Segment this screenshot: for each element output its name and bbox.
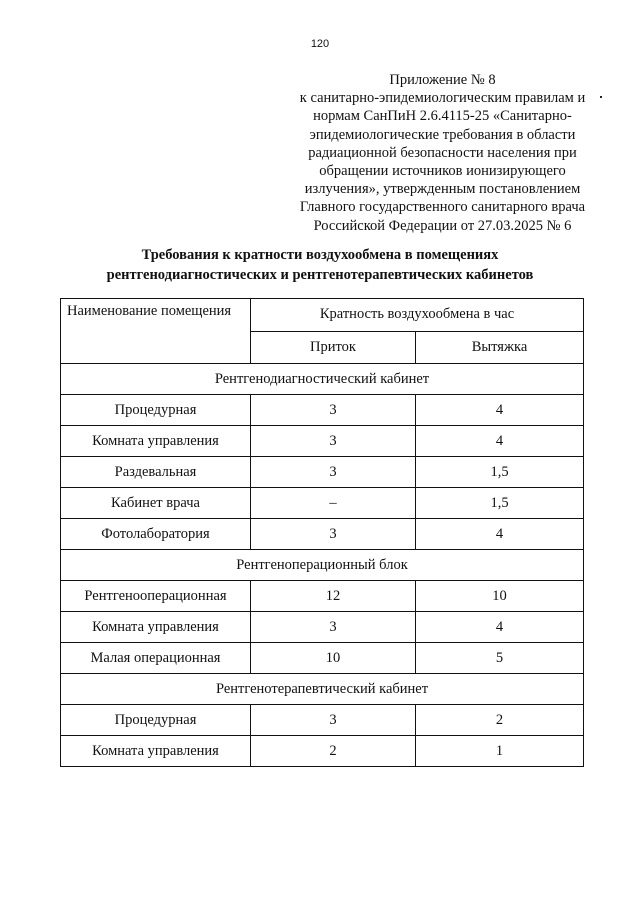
table-row	[61, 736, 584, 767]
ventilation-table	[60, 298, 584, 767]
appendix-line: нормам СанПиН 2.6.4115-25 «Санитарно-	[313, 108, 572, 125]
exhaust-cell: 1	[416, 736, 584, 767]
supply-cell: 10	[251, 643, 416, 674]
supply-cell: 3	[251, 426, 416, 457]
room-name-cell: Рентгенооперационная	[61, 581, 251, 612]
table-row	[61, 519, 584, 550]
table-row	[61, 488, 584, 519]
room-name-cell: Комната управления	[61, 612, 251, 643]
appendix-line: радиационной безопасности населения при	[308, 144, 577, 161]
room-name-cell: Раздевальная	[61, 457, 251, 488]
exhaust-cell: 4	[416, 395, 584, 426]
table-row	[61, 581, 584, 612]
supply-cell: 3	[251, 457, 416, 488]
room-name-cell: Процедурная	[61, 705, 251, 736]
table-row	[61, 395, 584, 426]
table-header-row	[61, 299, 584, 332]
appendix-line: обращении источников ионизирующего	[319, 163, 566, 180]
supply-cell: 3	[251, 705, 416, 736]
supply-cell: 3	[251, 519, 416, 550]
appendix-line: Приложение № 8	[389, 72, 496, 88]
supply-cell: –	[251, 488, 416, 519]
appendix-line: Российской Федерации от 27.03.2025 № 6	[313, 217, 572, 234]
document-title	[0, 245, 640, 285]
title-line-1: Требования к кратности воздухообмена в помещениях	[141, 247, 499, 263]
appendix-block	[270, 71, 615, 235]
room-name-cell: Комната управления	[61, 736, 251, 767]
section-title: Рентгенодиагностический кабинет	[61, 364, 584, 395]
room-name-cell: Фотолаборатория	[61, 519, 251, 550]
appendix-line: Главного государственного санитарного врача	[299, 199, 586, 216]
exhaust-cell: 1,5	[416, 457, 584, 488]
appendix-line: эпидемиологические требования в области	[309, 126, 576, 143]
section-row	[61, 550, 584, 581]
supply-cell: 3	[251, 395, 416, 426]
exhaust-cell: 10	[416, 581, 584, 612]
section-title: Рентгеноперационный блок	[61, 550, 584, 581]
page-number: 120	[310, 38, 330, 50]
table-row	[61, 705, 584, 736]
table-row	[61, 426, 584, 457]
table-row	[61, 612, 584, 643]
header-supply: Приток	[251, 331, 416, 364]
header-room-name: Наименование помещения	[61, 299, 251, 364]
exhaust-cell: 1,5	[416, 488, 584, 519]
exhaust-cell: 4	[416, 426, 584, 457]
table-row	[61, 457, 584, 488]
header-exhaust: Вытяжка	[416, 331, 584, 364]
room-name-cell: Кабинет врача	[61, 488, 251, 519]
scan-mark	[600, 96, 602, 98]
exhaust-cell: 2	[416, 705, 584, 736]
room-name-cell: Процедурная	[61, 395, 251, 426]
appendix-line: излучения», утвержденным постановлением	[304, 181, 581, 198]
exhaust-cell: 4	[416, 612, 584, 643]
appendix-line: к санитарно-эпидемиологическим правилам и	[299, 90, 586, 107]
exhaust-cell: 4	[416, 519, 584, 550]
supply-cell: 2	[251, 736, 416, 767]
room-name-cell: Малая операционная	[61, 643, 251, 674]
section-row	[61, 674, 584, 705]
table-row	[61, 643, 584, 674]
section-row	[61, 364, 584, 395]
supply-cell: 12	[251, 581, 416, 612]
exhaust-cell: 5	[416, 643, 584, 674]
supply-cell: 3	[251, 612, 416, 643]
title-line-2: рентгенодиагностических и рентгенотерапевтических кабинетов	[106, 267, 534, 283]
section-title: Рентгенотерапевтический кабинет	[61, 674, 584, 705]
header-air-exchange-rate: Кратность воздухообмена в час	[251, 299, 584, 332]
room-name-cell: Комната управления	[61, 426, 251, 457]
